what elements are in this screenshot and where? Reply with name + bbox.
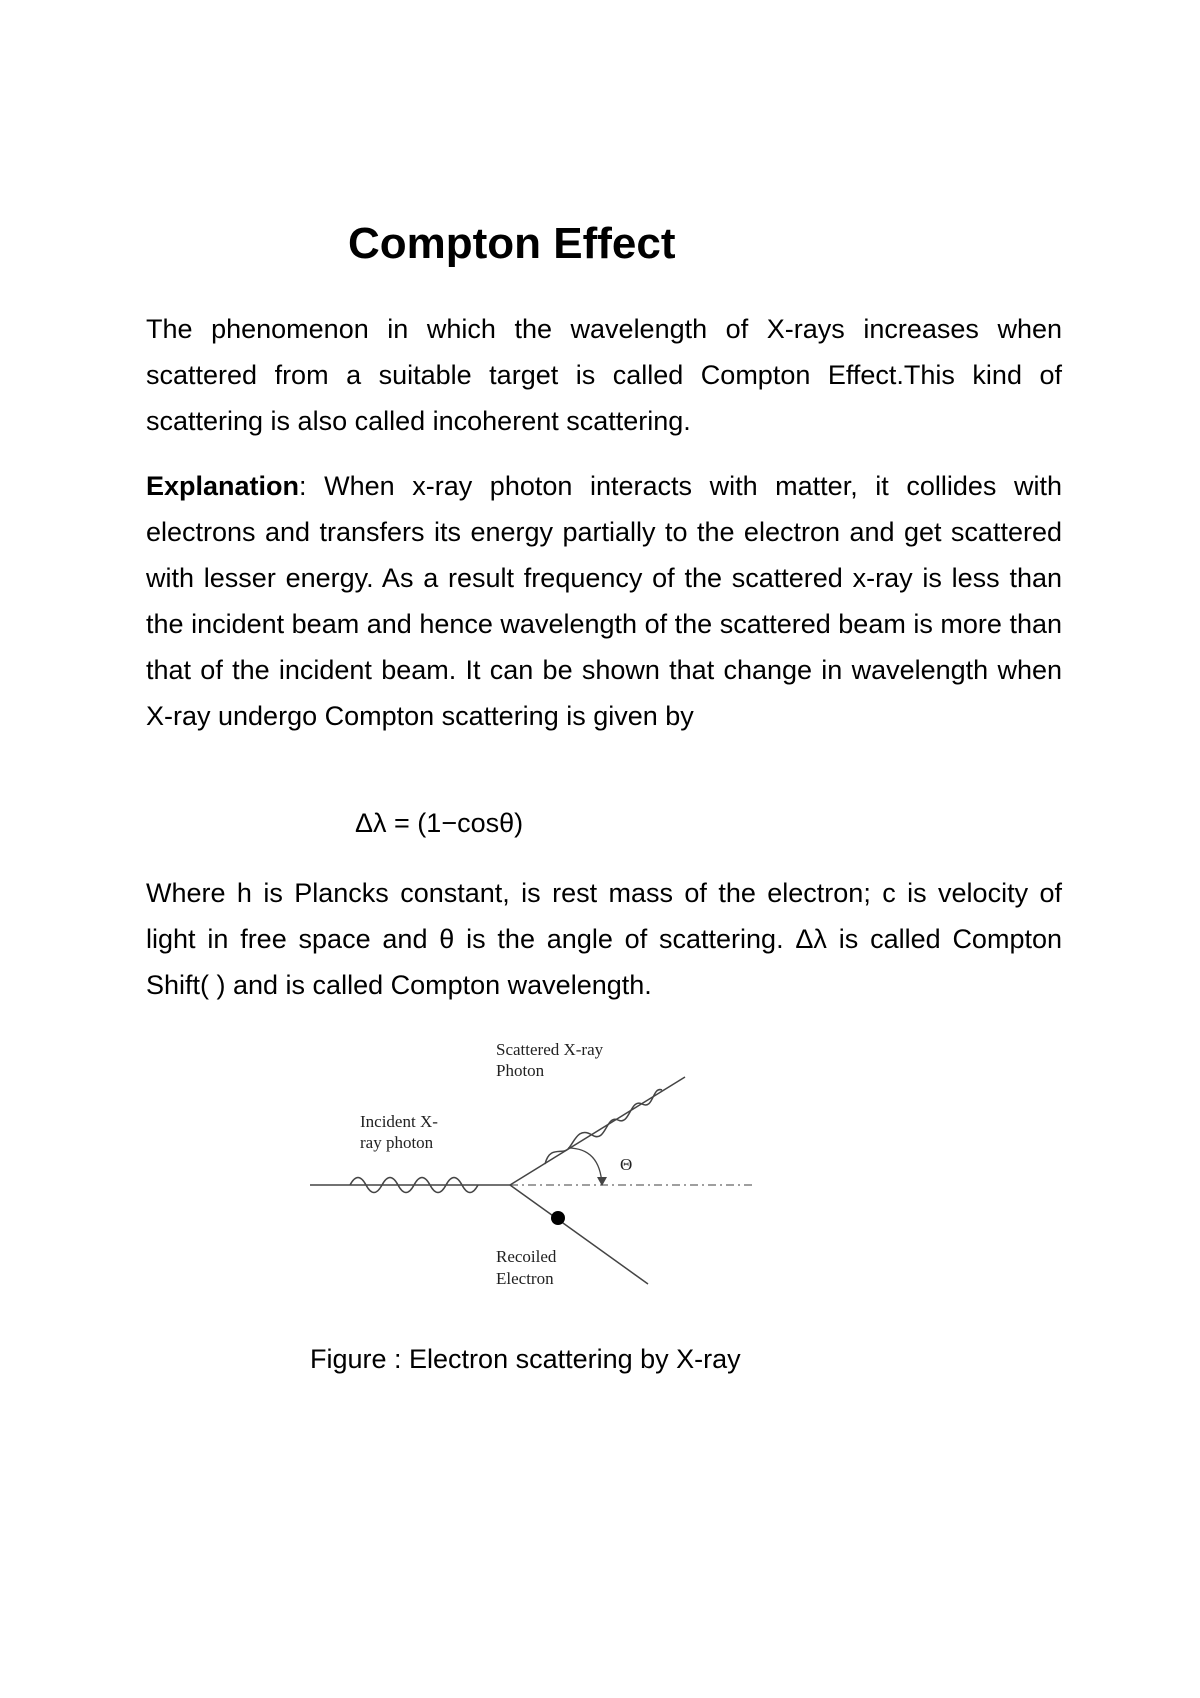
recoiled-label-line1: Recoiled (496, 1247, 557, 1266)
where-paragraph: Where h is Plancks constant, is rest mass of the electron; c is velocity of light in free space and θ is the angle of scattering. Δλ is called Compton Shift( ) and is called Compton wavelength. (146, 878, 1062, 1000)
page-title: Compton Effect (348, 219, 676, 268)
explanation-paragraph (146, 463, 1062, 739)
incident-label-line1: Incident X- (360, 1112, 438, 1131)
incident-label-line2: ray photon (360, 1133, 434, 1152)
electron-dot (551, 1211, 565, 1225)
angle-label: Θ (620, 1155, 633, 1174)
scattered-photon-line (510, 1077, 685, 1185)
figure-caption: Figure : Electron scattering by X-ray (310, 1344, 741, 1374)
compton-formula: Δλ = (1−cosθ) (355, 808, 524, 838)
scattered-label-line1: Scattered X-ray (496, 1040, 604, 1059)
angle-arc (568, 1148, 602, 1185)
explanation-label: Explanation (146, 471, 300, 501)
intro-paragraph: The phenomenon in which the wavelength of X-rays increases when scattered from a suitable target is called Compton Effect.This kind of scattering is also called incoherent scattering. (146, 314, 1062, 436)
compton-scattering-figure (300, 1030, 780, 1330)
recoiled-label-line2: Electron (496, 1269, 554, 1288)
explanation-text: : When x-ray photon interacts with matter, it collides with electrons and transfers its energy partially to the electron and get scattered with lesser energy. As a result frequency of the scattered x-ray is less than the incident beam and hence wavelength of the scattered beam is more than that of the incident beam. It can be shown that change in wavelength when X-ray undergo Compton scattering is given by (146, 471, 1062, 731)
scattered-label-line2: Photon (496, 1061, 545, 1080)
